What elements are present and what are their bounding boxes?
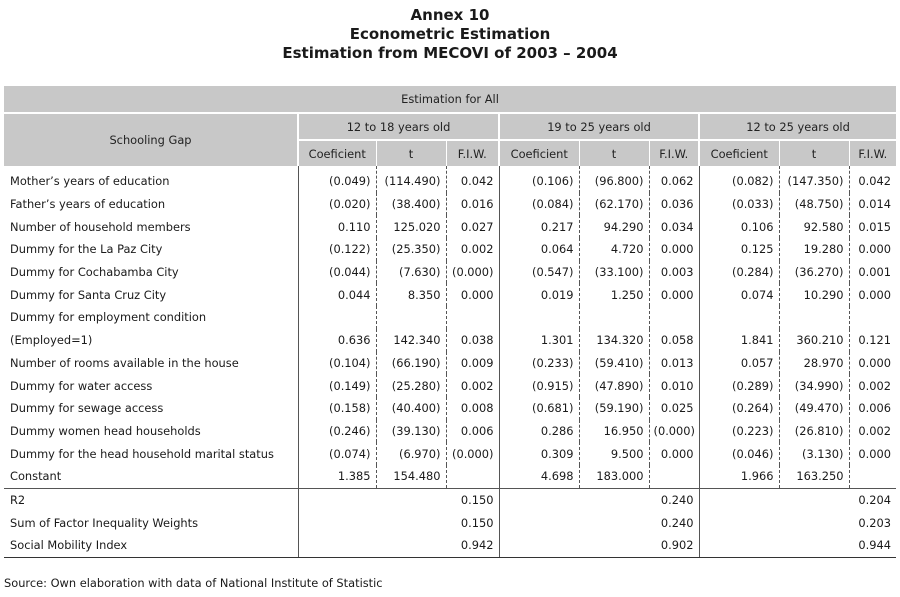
table-cell: 0.006 <box>446 420 499 443</box>
subcolumn-header: t <box>376 140 446 166</box>
table-cell: (26.810) <box>779 420 849 443</box>
table-cell: 9.500 <box>579 442 649 465</box>
schooling-gap-header: Schooling Gap <box>4 113 298 166</box>
table-cell: (59.410) <box>579 352 649 375</box>
subcolumn-header: Coeficient <box>699 140 779 166</box>
annex-title: Econometric Estimation <box>349 25 551 43</box>
table-cell: (7.630) <box>376 261 446 284</box>
empty-cell <box>298 511 446 534</box>
table-cell: 0.000 <box>849 283 896 306</box>
summary-value: 0.150 <box>446 488 499 511</box>
table-cell: 1.385 <box>298 465 376 488</box>
table-cell: 8.350 <box>376 283 446 306</box>
table-cell: 0.001 <box>849 261 896 284</box>
row-label: Mother’s years of education <box>10 174 170 189</box>
table-row <box>4 352 896 375</box>
table-cell: 0.000 <box>649 283 699 306</box>
table-cell: 0.110 <box>298 215 376 238</box>
empty-cell <box>499 488 649 511</box>
table-cell: 4.698 <box>499 465 579 488</box>
table-cell: (0.149) <box>298 374 376 397</box>
table-cell: 0.003 <box>649 261 699 284</box>
table-cell: 0.036 <box>649 193 699 216</box>
table-cell: (0.289) <box>699 374 779 397</box>
table-row <box>4 374 896 397</box>
table-cell: (0.049) <box>298 166 376 193</box>
table-cell: (0.044) <box>298 261 376 284</box>
table-row <box>4 329 896 352</box>
table-cell: 0.016 <box>446 193 499 216</box>
table-row <box>4 261 896 284</box>
table-cell: 0.125 <box>699 238 779 261</box>
table-cell: 0.015 <box>849 215 896 238</box>
table-cell: (47.890) <box>579 374 649 397</box>
row-label: Constant <box>10 469 62 484</box>
annex-subtitle: Estimation from MECOVI of 2003 – 2004 <box>282 44 618 62</box>
summary-value: 0.944 <box>849 534 896 557</box>
table-cell: 0.000 <box>446 283 499 306</box>
table-cell: (0.223) <box>699 420 779 443</box>
summary-row <box>4 534 896 557</box>
table-cell: (0.104) <box>298 352 376 375</box>
table-cell: (147.350) <box>779 166 849 193</box>
table-cell: (0.020) <box>298 193 376 216</box>
table-cell: (62.170) <box>579 193 649 216</box>
table-cell: 0.034 <box>649 215 699 238</box>
table-cell: (38.400) <box>376 193 446 216</box>
table-cell: 0.042 <box>446 166 499 193</box>
summary-row <box>4 511 896 534</box>
table-cell: (59.190) <box>579 397 649 420</box>
row-label: Father’s years of education <box>10 197 166 212</box>
empty-cell <box>699 488 849 511</box>
table-cell: 28.970 <box>779 352 849 375</box>
table-row <box>4 283 896 306</box>
table-cell: 0.019 <box>499 283 579 306</box>
table-cell: 0.000 <box>849 442 896 465</box>
table-cell: (0.084) <box>499 193 579 216</box>
table-cell: 92.580 <box>779 215 849 238</box>
table-cell: 0.058 <box>649 329 699 352</box>
table-cell: (40.400) <box>376 397 446 420</box>
summary-label: R2 <box>4 488 298 511</box>
table-cell: 0.027 <box>446 215 499 238</box>
table-cell: 0.044 <box>298 283 376 306</box>
row-label: Dummy for the La Paz City <box>10 242 163 257</box>
table-cell: (66.190) <box>376 352 446 375</box>
empty-cell <box>499 534 649 557</box>
table-cell: 163.250 <box>779 465 849 488</box>
table-cell: 0.025 <box>649 397 699 420</box>
empty-cell <box>499 511 649 534</box>
table-cell: (49.470) <box>779 397 849 420</box>
table-cell <box>849 465 896 488</box>
subcolumn-header: F.I.W. <box>849 140 896 166</box>
table-cell: (0.547) <box>499 261 579 284</box>
table-cell: (48.750) <box>779 193 849 216</box>
estimation-for-all-header: Estimation for All <box>4 86 896 113</box>
table-cell: 154.480 <box>376 465 446 488</box>
table-cell: (0.000) <box>446 442 499 465</box>
table-cell: 0.064 <box>499 238 579 261</box>
table-cell: 4.720 <box>579 238 649 261</box>
table-cell: 134.320 <box>579 329 649 352</box>
table-cell: 1.301 <box>499 329 579 352</box>
table-cell: 1.250 <box>579 283 649 306</box>
group-header-12-25: 12 to 25 years old <box>699 113 896 140</box>
empty-cell <box>699 534 849 557</box>
empty-cell <box>298 534 446 557</box>
table-cell: (0.233) <box>499 352 579 375</box>
table-cell: 0.057 <box>699 352 779 375</box>
table-cell: (0.264) <box>699 397 779 420</box>
table-row <box>4 420 896 443</box>
group-header-19-25: 19 to 25 years old <box>499 113 699 140</box>
table-cell <box>849 306 896 329</box>
table-row <box>4 166 896 193</box>
table-cell: (36.270) <box>779 261 849 284</box>
table-cell: (3.130) <box>779 442 849 465</box>
summary-value: 0.240 <box>660 515 694 530</box>
row-label: Dummy for Santa Cruz City <box>10 287 167 302</box>
row-label: Dummy for Cochabamba City <box>10 265 179 280</box>
summary-value: 0.902 <box>649 534 699 557</box>
subcolumn-header: t <box>779 140 849 166</box>
table-cell: 0.000 <box>849 238 896 261</box>
table-cell: 0.000 <box>649 238 699 261</box>
table-cell: 1.841 <box>699 329 779 352</box>
table-row <box>4 442 896 465</box>
table-cell: 360.210 <box>779 329 849 352</box>
table-cell <box>649 465 699 488</box>
table-cell: 94.290 <box>579 215 649 238</box>
table-cell: (0.106) <box>499 166 579 193</box>
table-cell <box>779 306 849 329</box>
table-row <box>4 238 896 261</box>
table-cell <box>446 465 499 488</box>
table-cell <box>649 306 699 329</box>
table-cell <box>446 306 499 329</box>
table-cell: (0.046) <box>699 442 779 465</box>
table-cell <box>499 306 579 329</box>
table-cell: 142.340 <box>376 329 446 352</box>
empty-cell <box>699 511 849 534</box>
subcolumn-header: Coeficient <box>298 140 376 166</box>
table-cell: 0.309 <box>499 442 579 465</box>
table-cell <box>376 306 446 329</box>
row-label: Number of household members <box>10 219 191 234</box>
table-cell: (0.122) <box>298 238 376 261</box>
table-cell: (0.074) <box>298 442 376 465</box>
subcolumn-header: F.I.W. <box>649 140 699 166</box>
summary-value: 0.204 <box>849 488 896 511</box>
row-label: Dummy for employment condition <box>10 310 207 325</box>
summary-label: Sum of Factor Inequality Weights <box>10 515 199 530</box>
table-row <box>4 215 896 238</box>
summary-value: 0.240 <box>649 488 699 511</box>
table-cell: (0.284) <box>699 261 779 284</box>
table-cell: 0.014 <box>849 193 896 216</box>
table-cell: (0.033) <box>699 193 779 216</box>
summary-value: 0.203 <box>858 515 892 530</box>
table-row <box>4 465 896 488</box>
table-cell: 0.074 <box>699 283 779 306</box>
table-cell: 0.002 <box>849 420 896 443</box>
table-cell <box>579 306 649 329</box>
table-cell: 0.106 <box>699 215 779 238</box>
table-row <box>4 397 896 420</box>
row-label: (Employed=1) <box>10 333 93 348</box>
table-cell: 0.121 <box>849 329 896 352</box>
table-cell: 0.062 <box>649 166 699 193</box>
table-cell: (25.350) <box>376 238 446 261</box>
estimation-table <box>4 86 896 558</box>
source-note: Source: Own elaboration with data of National Institute of Statistic <box>4 576 383 590</box>
summary-row <box>4 488 896 511</box>
empty-cell <box>298 488 446 511</box>
table-cell: (25.280) <box>376 374 446 397</box>
table-row <box>4 306 896 329</box>
table-cell: 0.636 <box>298 329 376 352</box>
table-cell: (34.990) <box>779 374 849 397</box>
table-cell: 0.217 <box>499 215 579 238</box>
subcolumn-header: F.I.W. <box>446 140 499 166</box>
table-cell <box>298 306 376 329</box>
table-cell: 0.038 <box>446 329 499 352</box>
table-cell: 0.000 <box>649 442 699 465</box>
table-cell: 1.966 <box>699 465 779 488</box>
table-cell <box>699 306 779 329</box>
table-cell: (0.000) <box>649 420 699 443</box>
table-cell: 10.290 <box>779 283 849 306</box>
table-cell: (33.100) <box>579 261 649 284</box>
summary-value: 0.942 <box>446 534 499 557</box>
table-row <box>4 193 896 216</box>
table-cell: 0.286 <box>499 420 579 443</box>
table-cell: (114.490) <box>376 166 446 193</box>
table-cell: 0.008 <box>446 397 499 420</box>
table-cell: 125.020 <box>376 215 446 238</box>
table-cell: (39.130) <box>376 420 446 443</box>
annex-number: Annex 10 <box>410 6 490 24</box>
table-cell: 0.013 <box>649 352 699 375</box>
table-cell: (0.158) <box>298 397 376 420</box>
row-label: Dummy for water access <box>10 378 153 393</box>
table-cell: 0.042 <box>849 166 896 193</box>
table-cell: 0.002 <box>849 374 896 397</box>
row-label: Dummy for sewage access <box>10 401 164 416</box>
table-cell: 0.010 <box>649 374 699 397</box>
table-cell: (6.970) <box>376 442 446 465</box>
summary-value: 0.150 <box>460 515 494 530</box>
subcolumn-header: t <box>579 140 649 166</box>
table-cell: 0.006 <box>849 397 896 420</box>
summary-label: Social Mobility Index <box>4 534 298 557</box>
table-cell: (0.082) <box>699 166 779 193</box>
table-cell: (0.681) <box>499 397 579 420</box>
table-cell: 19.280 <box>779 238 849 261</box>
row-label: Number of rooms available in the house <box>10 355 239 370</box>
table-cell: (96.800) <box>579 166 649 193</box>
table-cell: 0.009 <box>446 352 499 375</box>
table-cell: (0.000) <box>446 261 499 284</box>
table-cell: 0.002 <box>446 238 499 261</box>
group-header-12-18: 12 to 18 years old <box>298 113 499 140</box>
row-label: Dummy for the head household marital status <box>10 446 274 461</box>
table-cell: (0.915) <box>499 374 579 397</box>
table-cell: 0.000 <box>849 352 896 375</box>
table-cell: 183.000 <box>579 465 649 488</box>
table-cell: (0.246) <box>298 420 376 443</box>
table-cell: 0.002 <box>446 374 499 397</box>
row-label: Dummy women head households <box>10 423 201 438</box>
subcolumn-header: Coeficient <box>499 140 579 166</box>
table-cell: 16.950 <box>579 420 649 443</box>
